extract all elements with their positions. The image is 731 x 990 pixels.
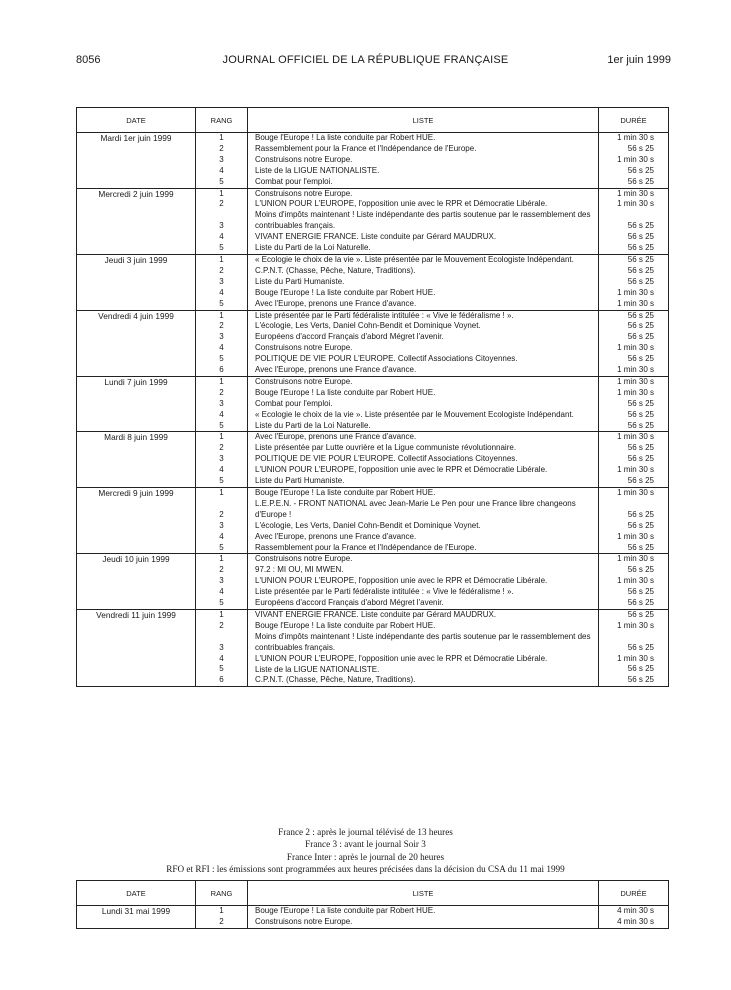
rang-line: 2 xyxy=(219,565,224,575)
rang-cell xyxy=(196,554,248,610)
liste-line: Liste du Parti de la Loi Naturelle. xyxy=(255,420,371,430)
rang-line: 1 xyxy=(219,554,224,564)
rang-line: 1 xyxy=(219,310,224,320)
rang-line: 5 xyxy=(219,598,224,608)
rang-line: 2 xyxy=(219,916,224,926)
day-group-row xyxy=(77,488,669,554)
rang-line: 4 xyxy=(219,531,224,541)
duree-cell xyxy=(599,906,669,929)
liste-line: Combat pour l'emploi. xyxy=(255,398,333,408)
rang-line: 3 xyxy=(219,454,224,464)
rang-line: 5 xyxy=(219,420,224,430)
rang-line: 1 xyxy=(219,609,224,619)
duree-line: 56 s 25 xyxy=(627,254,654,264)
liste-line: Avec l'Europe, prenons une France d'avance. xyxy=(255,531,417,541)
liste-line: Construisons notre Europe. xyxy=(255,554,353,564)
rang-line: 1 xyxy=(219,906,224,915)
rang-line: 5 xyxy=(219,664,224,674)
duree-line: 1 min 30 s xyxy=(617,387,654,397)
liste-cell xyxy=(248,432,599,488)
liste-line: Avec l'Europe, prenons une France d'avance. xyxy=(255,298,417,308)
duree-line: 56 s 25 xyxy=(627,332,654,342)
liste-line: Liste présentée par le Parti fédéraliste intitulée : « Vive le fédéralisme ! ». xyxy=(255,310,514,320)
date-cell: Mardi 1er juin 1999 xyxy=(77,133,196,189)
duree-cell xyxy=(599,133,669,189)
duree-cell xyxy=(599,310,669,376)
broadcast-notes xyxy=(0,826,731,875)
duree-line: 1 min 30 s xyxy=(617,576,654,586)
rang-line: 1 xyxy=(219,133,224,142)
rang-line: 2 xyxy=(219,321,224,331)
liste-line: Construisons notre Europe. xyxy=(255,188,353,198)
duree-cell xyxy=(599,432,669,488)
rang-cell xyxy=(196,906,248,929)
rang-line: 2 xyxy=(219,143,224,153)
duree-cell xyxy=(599,188,669,254)
liste-line: Bouge l'Europe ! La liste conduite par Robert HUE. xyxy=(255,387,436,397)
duree-line: 56 s 25 xyxy=(627,420,654,430)
rang-cell xyxy=(196,376,248,432)
rang-line: 6 xyxy=(219,675,224,685)
liste-cell xyxy=(248,609,599,686)
liste-line: POLITIQUE DE VIE POUR L'EUROPE. Collectif Associations Citoyennes. xyxy=(255,354,518,364)
column-header-liste: LISTE xyxy=(248,108,599,133)
duree-line: 1 min 30 s xyxy=(617,488,654,497)
duree-line: 56 s 25 xyxy=(627,398,654,408)
duree-line: 1 min 30 s xyxy=(617,287,654,297)
date-cell: Mercredi 9 juin 1999 xyxy=(77,488,196,554)
duree-cell xyxy=(599,376,669,432)
duree-line: 56 s 25 xyxy=(627,476,654,486)
rang-line: 4 xyxy=(219,287,224,297)
liste-cell xyxy=(248,554,599,610)
duree-line: 56 s 25 xyxy=(627,310,654,320)
liste-line: « Ecologie le choix de la vie ». Liste présentée par le Mouvement Ecologiste Indépendant. xyxy=(255,254,574,264)
liste-line: Européens d'accord Français d'abord Mégret l'avenir. xyxy=(255,332,444,342)
liste-line: Rassemblement pour la France et l'Indépendance de l'Europe. xyxy=(255,143,477,153)
liste-cell xyxy=(248,376,599,432)
duree-line: 56 s 25 xyxy=(627,176,654,186)
day-group-row xyxy=(77,554,669,610)
liste-line: Liste du Parti Humaniste. xyxy=(255,476,345,486)
day-group-row xyxy=(77,188,669,254)
date-cell: Vendredi 11 juin 1999 xyxy=(77,609,196,686)
day-group-row xyxy=(77,133,669,189)
duree-line: 56 s 25 xyxy=(627,664,654,674)
duree-line: 1 min 30 s xyxy=(617,154,654,164)
liste-line: « Ecologie le choix de la vie ». Liste présentée par le Mouvement Ecologiste Indépendant. xyxy=(255,409,574,419)
date-cell: Mardi 8 juin 1999 xyxy=(77,432,196,488)
liste-line: L'écologie, Les Verts, Daniel Cohn-Bendit et Dominique Voynet. xyxy=(255,520,481,530)
liste-line: Liste présentée par le Parti fédéraliste intitulée : « Vive le fédéralisme ! ». xyxy=(255,587,514,597)
liste-line: Liste présentée par Lutte ouvrière et la Ligue communiste révolutionnaire. xyxy=(255,443,517,453)
rang-line: 3 xyxy=(219,276,224,286)
day-group-row xyxy=(77,376,669,432)
date-cell: Lundi 7 juin 1999 xyxy=(77,376,196,432)
liste-cell xyxy=(248,133,599,189)
rang-cell xyxy=(196,488,248,554)
duree-line: 56 s 25 xyxy=(627,542,654,552)
duree-line: 1 min 30 s xyxy=(617,376,654,386)
liste-line: Avec l'Europe, prenons une France d'avance. xyxy=(255,365,417,375)
column-header-date: DATE xyxy=(77,108,196,133)
rang-line: 3 xyxy=(219,154,224,164)
rang-line: 5 xyxy=(219,476,224,486)
date-cell: Lundi 31 mai 1999 xyxy=(77,906,196,929)
day-group-row xyxy=(77,609,669,686)
rang-line: 3 xyxy=(219,576,224,586)
liste-cell xyxy=(248,906,599,929)
duree-line: 1 min 30 s xyxy=(617,199,654,209)
rang-line: 5 xyxy=(219,176,224,186)
liste-line: POLITIQUE DE VIE POUR L'EUROPE. Collectif Associations Citoyennes. xyxy=(255,454,518,464)
day-group-row xyxy=(77,254,669,310)
table-header-row xyxy=(77,881,669,906)
duree-line: 56 s 25 xyxy=(627,265,654,275)
page-number: 8056 xyxy=(76,54,101,66)
rang-cell xyxy=(196,188,248,254)
day-group-row xyxy=(77,432,669,488)
liste-line: Bouge l'Europe ! La liste conduite par Robert HUE. xyxy=(255,133,436,142)
liste-cell xyxy=(248,310,599,376)
duree-line: 56 s 25 xyxy=(627,675,654,685)
rang-line: 3 xyxy=(219,520,224,530)
table-header-row xyxy=(77,108,669,133)
liste-line: Rassemblement pour la France et l'Indépendance de l'Europe. xyxy=(255,542,477,552)
duree-line: 56 s 25 xyxy=(627,165,654,175)
rang-line: 2 xyxy=(219,199,224,209)
rang-line: 2 xyxy=(219,265,224,275)
liste-line: Bouge l'Europe ! La liste conduite par Robert HUE. xyxy=(255,620,436,630)
duree-line: 1 min 30 s xyxy=(617,365,654,375)
duree-line: 56 s 25 xyxy=(627,587,654,597)
rang-line: 1 xyxy=(219,188,224,198)
duree-line: 56 s 25 xyxy=(627,598,654,608)
rang-line: 6 xyxy=(219,365,224,375)
rang-line: 3 xyxy=(219,398,224,408)
note-line: France Inter : après le journal de 20 heures xyxy=(286,851,445,862)
liste-line: Moins d'impôts maintenant ! Liste indépendante des partis soutenue par le rassemblement des contribuables français. xyxy=(255,631,591,652)
rang-line: 5 xyxy=(219,354,224,364)
duree-line: 56 s 25 xyxy=(627,321,654,331)
duree-cell xyxy=(599,609,669,686)
note-line: France 3 : avant le journal Soir 3 xyxy=(305,839,426,850)
liste-cell xyxy=(248,188,599,254)
rang-cell xyxy=(196,609,248,686)
rang-line: 5 xyxy=(219,243,224,253)
issue-date: 1er juin 1999 xyxy=(607,54,671,66)
column-header-rang: RANG xyxy=(196,108,248,133)
liste-line: Européens d'accord Français d'abord Mégret l'avenir. xyxy=(255,598,444,608)
duree-line: 56 s 25 xyxy=(627,243,654,253)
liste-line: VIVANT ENERGIE FRANCE. Liste conduite par Gérard MAUDRUX. xyxy=(255,232,497,242)
duree-line: 56 s 25 xyxy=(627,454,654,464)
rang-line: 4 xyxy=(219,587,224,597)
column-header-duree: DURÉE xyxy=(599,881,669,906)
duree-line: 1 min 30 s xyxy=(617,432,654,442)
liste-line: Bouge l'Europe ! La liste conduite par Robert HUE. xyxy=(255,906,436,915)
day-group-row xyxy=(77,310,669,376)
liste-line: Moins d'impôts maintenant ! Liste indépendante des partis soutenue par le rassemblement des contribuables français. xyxy=(255,210,591,231)
duree-line: 4 min 30 s xyxy=(617,906,654,915)
column-header-rang: RANG xyxy=(196,881,248,906)
date-cell: Jeudi 10 juin 1999 xyxy=(77,554,196,610)
duree-line: 1 min 30 s xyxy=(617,620,654,630)
duree-line: 1 min 30 s xyxy=(617,188,654,198)
rang-cell xyxy=(196,254,248,310)
liste-line: L'UNION POUR L'EUROPE, l'opposition unie avec le RPR et Démocratie Libérale. xyxy=(255,653,548,663)
duree-line: 56 s 25 xyxy=(627,409,654,419)
rang-line: 5 xyxy=(219,542,224,552)
liste-line: Liste du Parti Humaniste. xyxy=(255,276,345,286)
rang-line: 4 xyxy=(219,232,224,242)
rang-line: 1 xyxy=(219,488,224,497)
liste-line: Liste de la LIGUE NATIONALISTE. xyxy=(255,165,380,175)
liste-cell xyxy=(248,488,599,554)
duree-line: 1 min 30 s xyxy=(617,554,654,564)
journal-title: JOURNAL OFFICIEL DE LA RÉPUBLIQUE FRANÇAISE xyxy=(222,54,509,66)
duree-line: 56 s 25 xyxy=(627,221,654,231)
liste-line: Bouge l'Europe ! La liste conduite par Robert HUE. xyxy=(255,488,436,497)
duree-line: 1 min 30 s xyxy=(617,465,654,475)
rang-line: 2 xyxy=(219,620,224,630)
rang-line: 1 xyxy=(219,254,224,264)
duree-line: 56 s 25 xyxy=(627,642,654,652)
liste-line: Construisons notre Europe. xyxy=(255,376,353,386)
schedule-table-1 xyxy=(76,107,669,687)
liste-line: 97.2 : MI OU, MI MWEN. xyxy=(255,565,344,575)
rang-cell xyxy=(196,432,248,488)
duree-cell xyxy=(599,254,669,310)
date-cell: Jeudi 3 juin 1999 xyxy=(77,254,196,310)
liste-line: Combat pour l'emploi. xyxy=(255,176,333,186)
duree-cell xyxy=(599,554,669,610)
duree-line: 4 min 30 s xyxy=(617,916,654,926)
rang-line: 1 xyxy=(219,376,224,386)
rang-line: 3 xyxy=(219,642,224,652)
duree-line: 56 s 25 xyxy=(627,520,654,530)
rang-line: 1 xyxy=(219,432,224,442)
liste-line: Construisons notre Europe. xyxy=(255,916,353,926)
liste-line: L.E.P.E.N. - FRONT NATIONAL avec Jean-Marie Le Pen pour une France libre changeons d'Europe ! xyxy=(255,498,576,519)
duree-line: 56 s 25 xyxy=(627,276,654,286)
column-header-duree: DURÉE xyxy=(599,108,669,133)
duree-line: 56 s 25 xyxy=(627,509,654,519)
duree-line: 56 s 25 xyxy=(627,443,654,453)
duree-line: 56 s 25 xyxy=(627,609,654,619)
liste-line: L'UNION POUR L'EUROPE, l'opposition unie avec le RPR et Démocratie Libérale. xyxy=(255,199,548,209)
day-group-row xyxy=(77,906,669,929)
liste-line: Liste de la LIGUE NATIONALISTE. xyxy=(255,664,380,674)
rang-line: 4 xyxy=(219,409,224,419)
rang-line: 2 xyxy=(219,443,224,453)
liste-line: Construisons notre Europe. xyxy=(255,343,353,353)
note-line: RFO et RFI : les émissions sont programmées aux heures précisées dans la décision du CSA du 11 mai 1999 xyxy=(166,863,565,874)
rang-line: 2 xyxy=(219,509,224,519)
rang-line: 4 xyxy=(219,343,224,353)
note-line: France 2 : après le journal télévisé de 13 heures xyxy=(278,827,453,837)
duree-line: 1 min 30 s xyxy=(617,531,654,541)
liste-line: L'écologie, Les Verts, Daniel Cohn-Bendit et Dominique Voynet. xyxy=(255,321,481,331)
duree-line: 1 min 30 s xyxy=(617,298,654,308)
rang-line: 5 xyxy=(219,298,224,308)
date-cell: Vendredi 4 juin 1999 xyxy=(77,310,196,376)
rang-line: 3 xyxy=(219,332,224,342)
liste-line: VIVANT ENERGIE FRANCE. Liste conduite par Gérard MAUDRUX. xyxy=(255,609,497,619)
rang-line: 4 xyxy=(219,653,224,663)
duree-line: 56 s 25 xyxy=(627,143,654,153)
column-header-liste: LISTE xyxy=(248,881,599,906)
duree-line: 1 min 30 s xyxy=(617,343,654,353)
rang-line: 2 xyxy=(219,387,224,397)
liste-line: Construisons notre Europe. xyxy=(255,154,353,164)
rang-line: 3 xyxy=(219,221,224,231)
liste-line: C.P.N.T. (Chasse, Pêche, Nature, Traditions). xyxy=(255,265,416,275)
duree-line: 1 min 30 s xyxy=(617,653,654,663)
rang-cell xyxy=(196,310,248,376)
liste-line: Avec l'Europe, prenons une France d'avance. xyxy=(255,432,417,442)
liste-line: Liste du Parti de la Loi Naturelle. xyxy=(255,243,371,253)
date-cell: Mercredi 2 juin 1999 xyxy=(77,188,196,254)
column-header-date: DATE xyxy=(77,881,196,906)
liste-line: L'UNION POUR L'EUROPE, l'opposition unie avec le RPR et Démocratie Libérale. xyxy=(255,465,548,475)
liste-line: L'UNION POUR L'EUROPE, l'opposition unie avec le RPR et Démocratie Libérale. xyxy=(255,576,548,586)
duree-line: 56 s 25 xyxy=(627,354,654,364)
schedule-table-2 xyxy=(76,880,669,929)
liste-cell xyxy=(248,254,599,310)
duree-line: 56 s 25 xyxy=(627,565,654,575)
duree-line: 1 min 30 s xyxy=(617,133,654,142)
rang-line: 4 xyxy=(219,465,224,475)
rang-line: 4 xyxy=(219,165,224,175)
liste-line: C.P.N.T. (Chasse, Pêche, Nature, Traditions). xyxy=(255,675,416,685)
duree-line: 56 s 25 xyxy=(627,232,654,242)
duree-cell xyxy=(599,488,669,554)
liste-line: Bouge l'Europe ! La liste conduite par Robert HUE. xyxy=(255,287,436,297)
rang-cell xyxy=(196,133,248,189)
